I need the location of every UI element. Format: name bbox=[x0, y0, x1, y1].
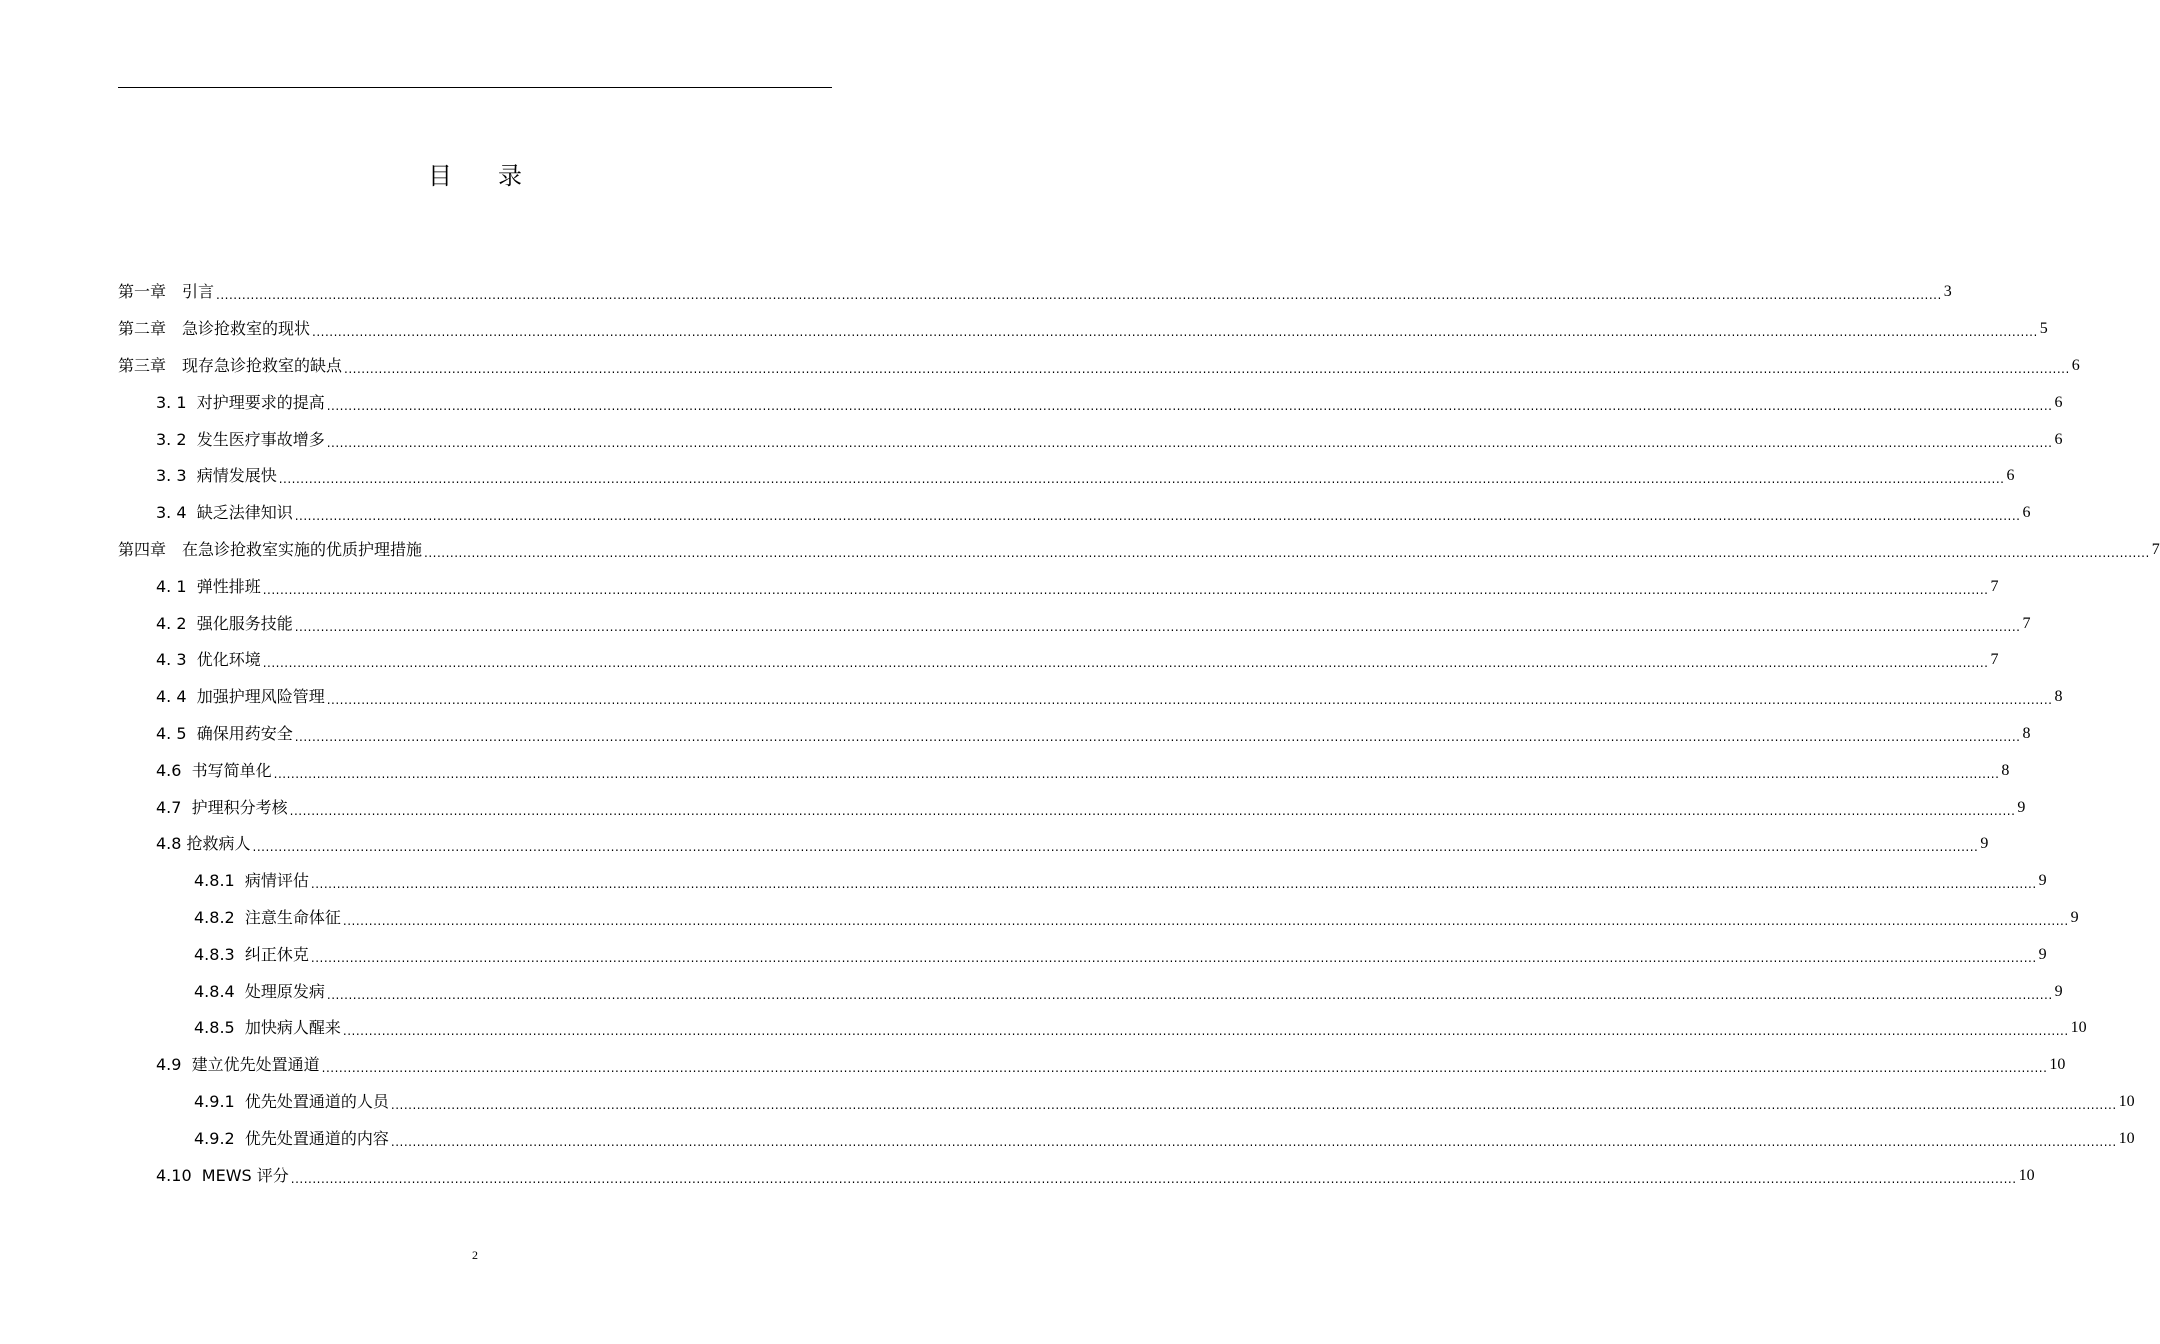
toc-entry[interactable] bbox=[118, 1157, 2035, 1194]
toc-dot-leader: ................................................................................................................................................................................................................................................................................................................................................................................................................ bbox=[344, 361, 2070, 376]
toc-entry-page: 6 bbox=[2054, 430, 2063, 448]
toc-dot-leader: ................................................................................................................................................................................................................................................................................................................................................................................................................ bbox=[310, 950, 2037, 965]
toc-entry-page: 8 bbox=[2022, 724, 2031, 742]
toc-dot-leader: ................................................................................................................................................................................................................................................................................................................................................................................................................ bbox=[273, 766, 2000, 781]
toc-dot-leader: ................................................................................................................................................................................................................................................................................................................................................................................................................ bbox=[278, 472, 2005, 487]
toc-entry[interactable] bbox=[118, 752, 2010, 789]
toc-entry[interactable] bbox=[118, 532, 2160, 569]
page-number: 2 bbox=[472, 1248, 478, 1262]
toc-entry-page: 10 bbox=[2018, 1166, 2035, 1184]
toc-entry-page: 9 bbox=[2017, 798, 2026, 816]
toc-entry-page: 6 bbox=[2054, 393, 2063, 411]
toc-dot-leader: ................................................................................................................................................................................................................................................................................................................................................................................................................ bbox=[294, 729, 2021, 744]
toc-entry[interactable] bbox=[118, 458, 2015, 495]
toc-entry[interactable] bbox=[118, 348, 2080, 385]
toc-entry-label: 4.9 建立优先处置通道 bbox=[156, 1055, 320, 1075]
toc-entry-page: 9 bbox=[2038, 872, 2047, 890]
toc-entry[interactable] bbox=[118, 274, 1952, 311]
toc-entry[interactable] bbox=[118, 1047, 2066, 1084]
toc-dot-leader: ................................................................................................................................................................................................................................................................................................................................................................................................................ bbox=[290, 1171, 2017, 1186]
toc-entry[interactable] bbox=[118, 1010, 2087, 1047]
toc-entry-page: 6 bbox=[2071, 356, 2080, 374]
toc-entry-page: 9 bbox=[2070, 908, 2079, 926]
toc-entry[interactable] bbox=[118, 1120, 2135, 1157]
toc-entry[interactable] bbox=[118, 642, 1999, 679]
toc-dot-leader: ................................................................................................................................................................................................................................................................................................................................................................................................................ bbox=[289, 803, 2016, 818]
toc-entry-page: 7 bbox=[2151, 540, 2160, 558]
toc-entry-page: 7 bbox=[1990, 577, 1999, 595]
toc-entry-page: 7 bbox=[1990, 651, 1999, 669]
toc-entry[interactable] bbox=[118, 826, 1989, 863]
toc-dot-leader: ................................................................................................................................................................................................................................................................................................................................................................................................................ bbox=[390, 1134, 2117, 1149]
toc-entry-page: 10 bbox=[2118, 1092, 2135, 1110]
toc-dot-leader: ................................................................................................................................................................................................................................................................................................................................................................................................................ bbox=[326, 435, 2053, 450]
toc-entry[interactable] bbox=[118, 384, 2063, 421]
toc-entry-page: 6 bbox=[2006, 467, 2015, 485]
toc-dot-leader: ................................................................................................................................................................................................................................................................................................................................................................................................................ bbox=[262, 656, 1989, 671]
toc-dot-leader: ................................................................................................................................................................................................................................................................................................................................................................................................................ bbox=[342, 913, 2069, 928]
table-of-contents bbox=[118, 274, 2160, 1194]
toc-entry-page: 10 bbox=[2049, 1056, 2066, 1074]
toc-dot-leader: ................................................................................................................................................................................................................................................................................................................................................................................................................ bbox=[262, 582, 1989, 597]
toc-entry[interactable] bbox=[118, 568, 1999, 605]
toc-entry-label: 4. 2 强化服务技能 bbox=[156, 613, 293, 633]
toc-title: 目录 bbox=[428, 162, 568, 190]
toc-entry[interactable] bbox=[118, 789, 2026, 826]
toc-entry-label: 4. 3 优化环境 bbox=[156, 650, 261, 670]
toc-entry-label: 4.8.5 加快病人醒来 bbox=[194, 1018, 341, 1038]
header-rule bbox=[118, 87, 832, 88]
toc-dot-leader: ................................................................................................................................................................................................................................................................................................................................................................................................................ bbox=[310, 877, 2037, 892]
toc-entry-label: 3. 3 病情发展快 bbox=[156, 466, 277, 486]
toc-dot-leader: ................................................................................................................................................................................................................................................................................................................................................................................................................ bbox=[216, 288, 1942, 303]
toc-entry-page: 10 bbox=[2118, 1129, 2135, 1147]
toc-entry-label: 3. 2 发生医疗事故增多 bbox=[156, 429, 325, 449]
toc-dot-leader: ................................................................................................................................................................................................................................................................................................................................................................................................................ bbox=[342, 1024, 2069, 1039]
toc-entry-label: 4.9.2 优先处置通道的内容 bbox=[194, 1128, 389, 1148]
toc-entry[interactable] bbox=[118, 311, 2048, 348]
toc-entry-label: 4.8.1 病情评估 bbox=[194, 871, 309, 891]
toc-entry-label: 第四章 在急诊抢救室实施的优质护理措施 bbox=[118, 539, 423, 559]
toc-entry[interactable] bbox=[118, 495, 2031, 532]
toc-entry-label: 4. 4 加强护理风险管理 bbox=[156, 687, 325, 707]
toc-entry-label: 4.6 书写简单化 bbox=[156, 760, 272, 780]
toc-dot-leader: ................................................................................................................................................................................................................................................................................................................................................................................................................ bbox=[252, 840, 1979, 855]
toc-entry-page: 9 bbox=[1980, 835, 1989, 853]
toc-dot-leader: ................................................................................................................................................................................................................................................................................................................................................................................................................ bbox=[294, 619, 2021, 634]
toc-entry-label: 4.8.4 处理原发病 bbox=[194, 981, 325, 1001]
toc-entry[interactable] bbox=[118, 605, 2031, 642]
toc-entry[interactable] bbox=[118, 936, 2047, 973]
toc-dot-leader: ................................................................................................................................................................................................................................................................................................................................................................................................................ bbox=[321, 1061, 2048, 1076]
toc-entry-label: 4. 1 弹性排班 bbox=[156, 576, 261, 596]
toc-entry-label: 4.8.2 注意生命体征 bbox=[194, 907, 341, 927]
toc-entry[interactable] bbox=[118, 900, 2079, 937]
toc-entry-page: 10 bbox=[2070, 1019, 2087, 1037]
toc-entry-label: 第一章 引言 bbox=[118, 282, 215, 302]
toc-dot-leader: ................................................................................................................................................................................................................................................................................................................................................................................................................ bbox=[326, 693, 2053, 708]
toc-entry[interactable] bbox=[118, 679, 2063, 716]
toc-entry-page: 3 bbox=[1943, 283, 1952, 301]
toc-entry-label: 4.9.1 优先处置通道的人员 bbox=[194, 1091, 389, 1111]
toc-entry-label: 4.7 护理积分考核 bbox=[156, 797, 288, 817]
toc-entry-label: 4.8.3 纠正休克 bbox=[194, 944, 309, 964]
toc-entry-label: 3. 4 缺乏法律知识 bbox=[156, 503, 293, 523]
toc-dot-leader: ................................................................................................................................................................................................................................................................................................................................................................................................................ bbox=[326, 987, 2053, 1002]
toc-entry[interactable] bbox=[118, 863, 2047, 900]
toc-entry-label: 第二章 急诊抢救室的现状 bbox=[118, 319, 311, 339]
toc-entry-page: 6 bbox=[2022, 504, 2031, 522]
toc-entry-page: 8 bbox=[2054, 688, 2063, 706]
toc-entry-label: 4.10 MEWS 评分 bbox=[156, 1165, 289, 1185]
toc-entry[interactable] bbox=[118, 716, 2031, 753]
toc-entry-label: 4. 5 确保用药安全 bbox=[156, 723, 293, 743]
toc-entry-page: 9 bbox=[2054, 982, 2063, 1000]
toc-entry-page: 9 bbox=[2038, 945, 2047, 963]
toc-entry-label: 3. 1 对护理要求的提高 bbox=[156, 392, 325, 412]
toc-dot-leader: ................................................................................................................................................................................................................................................................................................................................................................................................................ bbox=[390, 1097, 2117, 1112]
toc-entry-page: 5 bbox=[2039, 320, 2048, 338]
toc-entry-page: 8 bbox=[2001, 761, 2010, 779]
toc-entry-page: 7 bbox=[2022, 614, 2031, 632]
toc-entry-label: 4.8 抢救病人 bbox=[156, 834, 251, 854]
toc-dot-leader: ................................................................................................................................................................................................................................................................................................................................................................................................................ bbox=[312, 325, 2038, 340]
toc-dot-leader: ................................................................................................................................................................................................................................................................................................................................................................................................................ bbox=[424, 545, 2150, 560]
toc-entry-label: 第三章 现存急诊抢救室的缺点 bbox=[118, 355, 343, 375]
toc-dot-leader: ................................................................................................................................................................................................................................................................................................................................................................................................................ bbox=[326, 398, 2053, 413]
toc-entry[interactable] bbox=[118, 1084, 2135, 1121]
toc-entry[interactable] bbox=[118, 421, 2063, 458]
toc-dot-leader: ................................................................................................................................................................................................................................................................................................................................................................................................................ bbox=[294, 509, 2021, 524]
toc-entry[interactable] bbox=[118, 973, 2063, 1010]
